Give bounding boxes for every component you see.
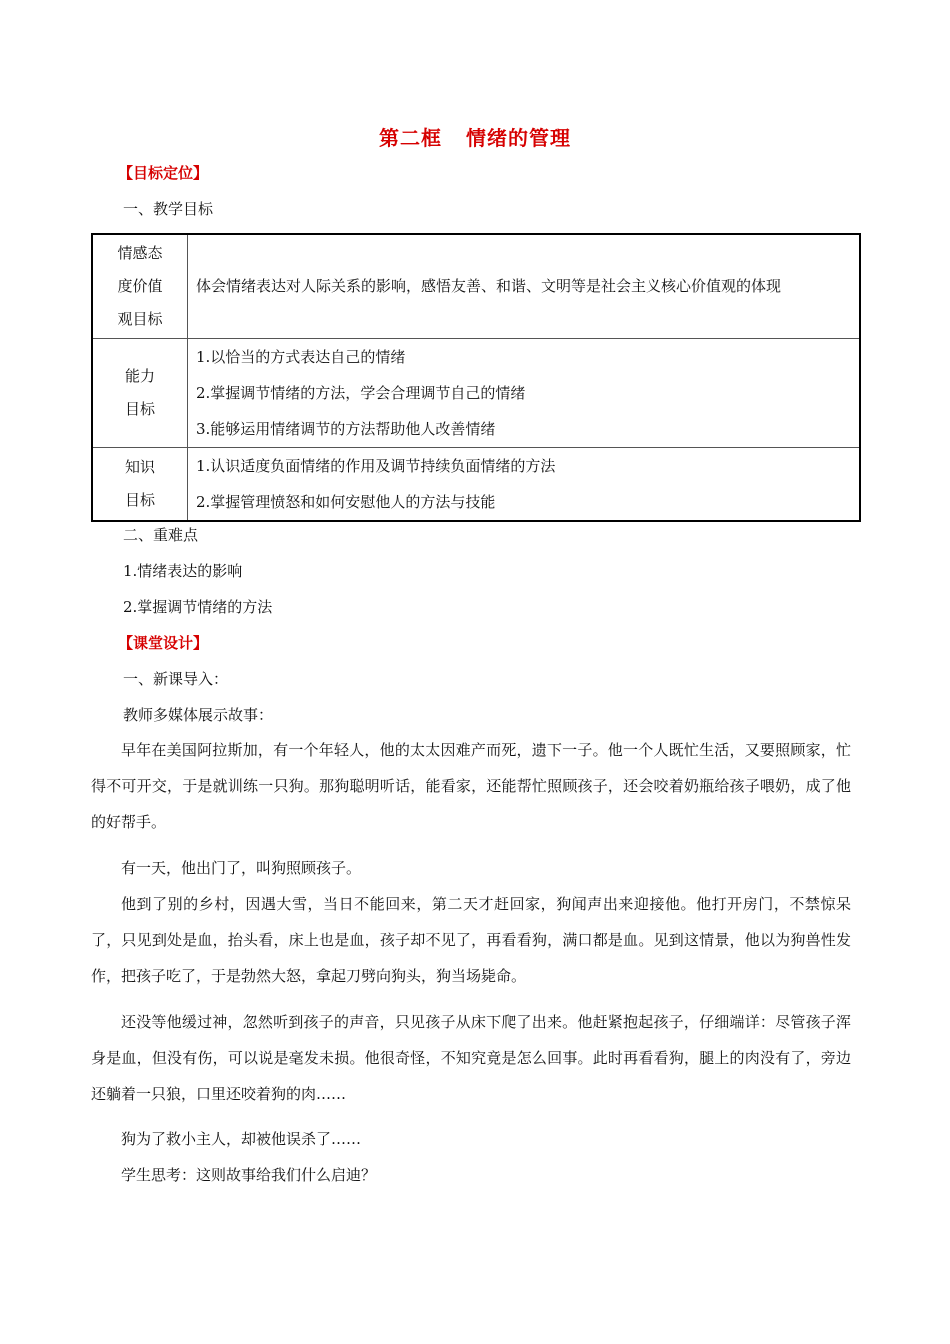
section-heading-goals: 【目标定位】	[118, 164, 209, 182]
table-row	[92, 447, 860, 521]
goal-item: 体会情绪表达对人际关系的影响，感悟友善、和谐、文明等是社会主义核心价值观的体现	[196, 277, 782, 296]
story-paragraph: 学生思考：这则故事给我们什么启迪？	[121, 1166, 377, 1184]
story-paragraph: 狗为了救小主人，却被他误杀了……	[121, 1130, 362, 1148]
story-paragraph: 有一天，他出门了，叫狗照顾孩子。	[121, 859, 362, 877]
row-content	[188, 447, 861, 521]
story-paragraph: 他到了别的乡村，因遇大雪，当日不能回来，第二天才赶回家，狗闻声出来迎接他。他打开房门，不禁惊呆了，只见到处是血，抬头看，床上也是血，孩子却不见了，再看看狗，满口都是血。见到这情景，他以为狗兽性发作，把孩子吃了，于是勃然大怒，拿起刀劈向狗头，狗当场毙命。	[91, 895, 851, 985]
goal-item: 1.认识适度负面情绪的作用及调节持续负面情绪的方法	[196, 456, 556, 475]
story-paragraph: 早年在美国阿拉斯加，有一个年轻人，他的太太因难产而死，遗下一子。他一个人既忙生活，又要照顾家，忙得不可开交，于是就训练一只狗。那狗聪明听话，能看家，还能帮忙照顾孩子，还会咬着奶瓶给孩子喂奶，成了他的好帮手。	[91, 741, 851, 831]
page-title	[0, 122, 950, 151]
goals-table	[91, 233, 861, 522]
row-label: 知识 目标	[92, 447, 188, 521]
table-row	[92, 338, 860, 447]
goal-item: 1.以恰当的方式表达自己的情绪	[196, 347, 406, 366]
key-points-heading: 二、重难点	[123, 526, 199, 544]
new-lesson-heading: 一、新课导入：	[123, 670, 229, 688]
story-paragraph: 还没等他缓过神，忽然听到孩子的声音，只见孩子从床下爬了出来。他赶紧抱起孩子，仔细端详：尽管孩子浑身是血，但没有伤，可以说是毫发未损。他很奇怪，不知究竟是怎么回事。此时再看看狗，腿上的肉没有了，旁边还躺着一只狼，口里还咬着狗的肉……	[91, 1013, 851, 1103]
goal-item: 3.能够运用情绪调节的方法帮助他人改善情绪	[196, 419, 496, 438]
key-point-item: 1.情绪表达的影响	[123, 562, 243, 580]
title-part: 第二框	[379, 126, 442, 150]
title-name: 情绪的管理	[466, 126, 571, 150]
goal-item: 2.掌握管理愤怒和如何安慰他人的方法与技能	[196, 492, 496, 511]
table-row	[92, 234, 860, 338]
key-point-item: 2.掌握调节情绪的方法	[123, 598, 273, 616]
row-content	[188, 234, 861, 338]
teaching-goals-heading: 一、教学目标	[123, 200, 214, 218]
row-label: 情感态 度价值 观目标	[92, 234, 188, 338]
goal-item: 2.掌握调节情绪的方法，学会合理调节自己的情绪	[196, 383, 526, 402]
story-intro: 教师多媒体展示故事：	[123, 706, 274, 724]
row-content	[188, 338, 861, 447]
row-label: 能力 目标	[92, 338, 188, 447]
section-heading-design: 【课堂设计】	[118, 634, 209, 652]
